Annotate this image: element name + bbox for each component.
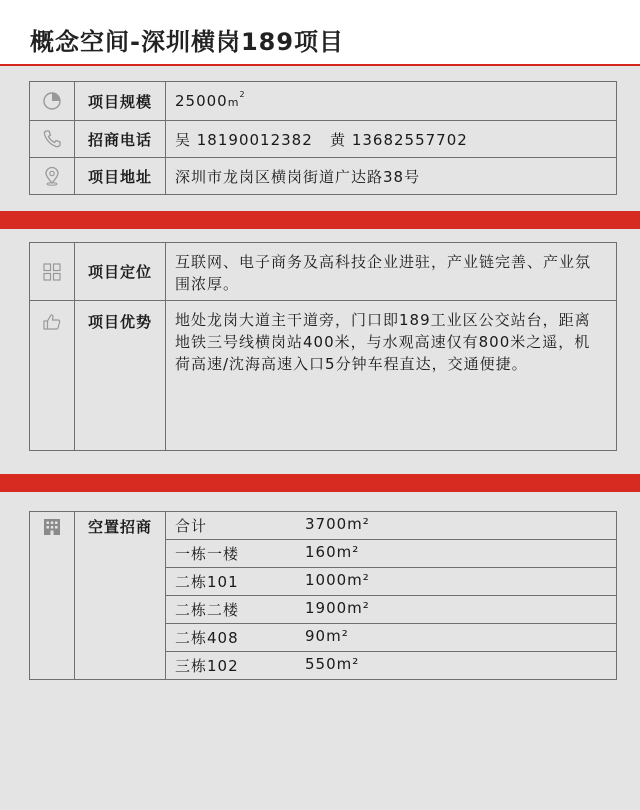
table-row [30,301,617,451]
basic-info-table [29,81,617,195]
advantage-value: 地处龙岗大道主干道旁，门口即189工业区公交站台，距离地铁三号线横岗站400米，与水观高速仅有800米之遥，机荷高速/沈海高速入口5分钟车程直达，交通便捷。 [166,301,617,451]
phone-label: 招商电话 [75,121,166,158]
vacancy-row: 二栋二楼 1900m² [166,596,617,624]
phone-icon [30,121,75,158]
vacancy-row: 二栋408 90m² [166,624,617,652]
advantage-label: 项目优势 [75,301,166,451]
vacancy-table [29,511,617,680]
scale-label: 项目规模 [75,82,166,121]
table-row [30,158,617,195]
table-row [30,82,617,121]
vacancy-row: 一栋一楼 160m² [166,540,617,568]
positioning-value: 互联网、电子商务及高科技企业进驻，产业链完善、产业氛围浓厚。 [166,243,617,301]
table-row [30,121,617,158]
table-row [30,512,617,540]
vacancy-row: 三栋102 550m² [166,652,617,680]
thumbs-up-icon [30,301,75,451]
address-value: 深圳市龙岗区横岗街道广达路38号 [166,158,617,195]
positioning-table [29,242,617,451]
location-pin-icon [30,158,75,195]
table-row [30,243,617,301]
section-divider [0,474,640,492]
address-label: 项目地址 [75,158,166,195]
building-icon [30,512,75,680]
positioning-label: 项目定位 [75,243,166,301]
header-bar [0,0,640,66]
vacancy-label: 空置招商 [75,512,166,680]
phone-value: 吴 18190012382 黄 13682557702 [166,121,617,158]
section-divider [0,211,640,229]
vacancy-row: 二栋101 1000m² [166,568,617,596]
grid-icon [30,243,75,301]
pie-chart-icon [30,82,75,121]
page-title: 概念空间-深圳横岗189项目 [30,28,345,56]
scale-value: $25000m^2$ [166,82,617,121]
vacancy-row: 合计 3700m² [166,512,617,540]
